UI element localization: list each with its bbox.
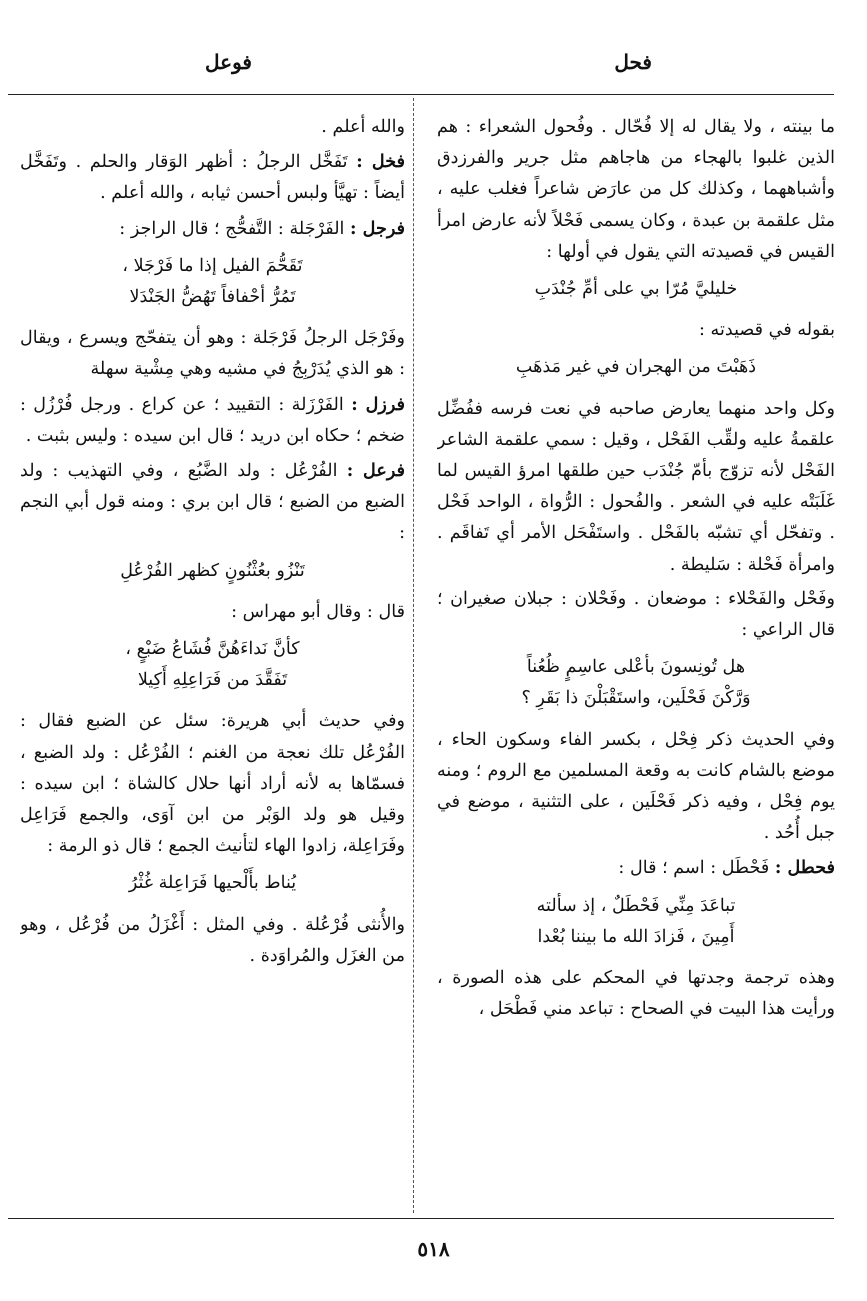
paragraph: قال : وقال أبو مهراس : <box>231 601 405 622</box>
entry-fakhal <box>20 146 405 209</box>
right-column <box>437 112 835 1212</box>
entry-farzal <box>20 389 405 452</box>
verse-line: هل تُونِسونَ بأعْلى عاسِمٍ ظُعُناً <box>526 657 746 678</box>
headword: فرعل : <box>346 460 405 482</box>
entry-text: الفَرْجَلة : التَّفحُّج ؛ قال الراجز : <box>119 218 345 239</box>
verse-line: يُناط بأَلْحيها فَرَاعِلة غُثْرُ <box>128 873 297 894</box>
verse-line: تَفَقَّدَ من فَرَاعِلِهِ أَكِيلا <box>137 670 288 691</box>
paragraph: وفَرْجَل الرجلُ فَرْجَلة : وهو أن يتفحّج ويسرع ، ويقال : هو الذي يُدَرْبِجُ في مشيه وهي مِشْية سهلة <box>20 328 405 380</box>
verse-line: خليليَّ مُرّا بي على أمِّ جُنْدَبِ <box>534 279 738 300</box>
paragraph: والأُنثى فُرْعُلة . وفي المثل : أَغْزَلُ من فُرْعُل ، وهو من الغزَل والمُراوَدة . <box>20 914 405 966</box>
verse <box>437 352 835 383</box>
paragraph: ما بينته ، ولا يقال له إلا فُحّال . وفُحول الشعراء : هم الذين غلبوا بالهجاء من هاجاهم مثل جرير والفرزدق وأشباههما ، وكذلك كل من عارَض شاعراً فغلب عليه ، مثل علقمة بن عبدة ، وكان يسمى فَحْلاً لأنه عارض امرأ القيس في قصيدته التي يقول في أولها : <box>437 117 835 262</box>
page-number: ٥١٨ <box>417 1237 450 1261</box>
verse <box>20 634 405 696</box>
headword: فرجل : <box>350 217 405 239</box>
header-right-word: فحل <box>614 50 652 74</box>
verse-line: تباعَدَ مِنِّي فَحْطَلٌ ، إذ سألته <box>536 895 736 916</box>
verse-line: وَرَّكْنَ فَحْلَين، واستَقْبَلْنَ ذا بَقَرِ ؟ <box>521 688 751 709</box>
entry-fahtal <box>437 852 835 884</box>
entry-far3al <box>20 455 405 550</box>
verse <box>20 251 405 313</box>
entry-text: فَحْطَل : اسم ؛ قال : <box>618 858 770 879</box>
column-divider <box>413 98 414 1213</box>
paragraph: والله أعلم . <box>321 117 405 137</box>
headword: فحطل : <box>774 857 835 879</box>
paragraph: وفي حديث أبي هريرة: سئل عن الضبع فقال : الفُرْعُل تلك نعجة من الغنم ؛ الفُرْعُل : ولد الضبع ، فسمّاها به لأنه أراد أنها حلال كالشاة ؛ ابن سيده : وقيل هو ولد الوَبْر من ابن آوَى، والجمع فَرَاعِل وفَرَاعِلة، زادوا الهاء لتأنيث الجمع ؛ قال ذو الرمة : <box>20 711 405 857</box>
verse <box>437 274 835 305</box>
headword: فخل : <box>356 151 405 173</box>
page-header <box>0 50 867 90</box>
verse <box>437 652 835 714</box>
entry-farjal <box>20 213 405 245</box>
verse <box>437 891 835 953</box>
verse-line: تَقَحُّمَ الفيل إذا ما فَرْجَلا ، <box>122 255 303 276</box>
entry-text: الفَرْزَلة : التقييد ؛ عن كراع . ورجل فُرْزُل : ضخم ؛ حكاه ابن دريد ؛ قال ابن سيده : وليس بثبت . <box>20 394 405 446</box>
verse-line: أَمِينَ ، فَزادَ الله ما بيننا بُعْدا <box>537 926 735 947</box>
bottom-rule <box>8 1218 834 1219</box>
paragraph: وكل واحد منهما يعارض صاحبه في نعت فرسه ففُضِّل علقمةُ عليه ولقِّب الفَحْل ، وقيل : سمي علقمة الشاعر الفَحْل لأنه تزوّج بأمّ جُنْدَب حين طلقها امرؤ القيس لما غَلَبَتْه عليه في الشعر . والفُحول : الرُّواة ، الواحد فَحْل . وتفحّل أي تشبّه بالفَحْل . واستَفْحَل الأمر أي تَفاقَم . وامرأة فَحْلة : سَليطة . <box>437 398 835 575</box>
verse <box>20 556 405 587</box>
paragraph: وهذه ترجمة وجدتها في المحكم على هذه الصورة ، ورأيت هذا البيت في الصحاح : تباعد مني فَطْحَل ، <box>437 968 835 1020</box>
entry-text: تَفَخَّل الرجلُ : أظهر الوَقار والحلم . وتَفَخَّل أيضاً : تهيَّأ ولبس أحسن ثيابه ، والله أعلم . <box>20 152 405 204</box>
verse-line: ذَهَبْتَ من الهجران في غير مَذهَبِ <box>515 357 757 378</box>
verse <box>20 868 405 899</box>
headword: فرزل : <box>351 393 405 415</box>
header-left-word: فوعل <box>205 50 252 74</box>
entry-text: الفُرْعُل : ولد الضَّبُع ، وفي التهذيب : ولد الضبع من الضبع ؛ قال ابن بري : ومنه قول أبي النجم : <box>20 461 405 544</box>
paragraph: وفي الحديث ذكر فِحْل ، بكسر الفاء وسكون الحاء ، موضع بالشام كانت به وقعة المسلمين مع الروم ؛ ومنه يوم فِحْل ، وفيه ذكر فَحْلَين ، على التثنية ، موضع في جبل أُحُد . <box>437 729 835 844</box>
verse-line: تَنْزُو بعُثْنُونٍ كظهر الفُرْعُلِ <box>120 560 305 581</box>
left-column <box>20 112 405 1212</box>
top-rule <box>8 94 834 95</box>
paragraph: وفَحْل والفَحْلاء : موضعان . وفَحْلان : جبلان صغيران ؛ قال الراعي : <box>437 588 835 641</box>
verse-line: كأنَّ نَداءَهُنَّ فُشَاعُ ضَبْعٍ ، <box>125 639 300 660</box>
verse-line: تَمُرُّ أحْفافاً تَهُضُّ الجَنْدَلا <box>129 287 296 308</box>
paragraph: بقوله في قصيدته : <box>699 320 835 341</box>
